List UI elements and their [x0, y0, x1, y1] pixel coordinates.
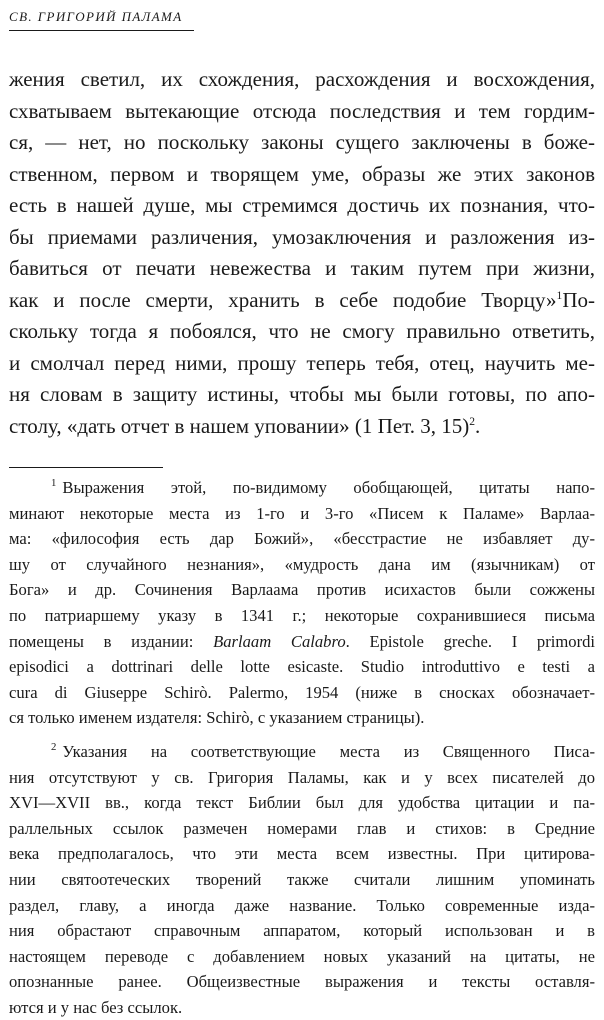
- footnote-line: episodici a dottrinari delle lotte esicaste. Studio introduttivo e testi a: [9, 657, 595, 677]
- running-head: СВ. ГРИГОРИЙ ПАЛАМА: [9, 9, 194, 31]
- footnote-line: опознанные ранее. Общеизвестные выражения и тексты оставля-: [9, 972, 595, 992]
- main-text: [9, 64, 595, 442]
- footnote-line: раздел, главу, а иногда даже название. Только современные изда-: [9, 895, 595, 915]
- text-fragment: По-: [562, 287, 595, 312]
- footnote-1: [9, 475, 595, 731]
- footnote-2: [9, 739, 595, 1020]
- footnote-number: 2: [51, 741, 57, 754]
- text-line: [9, 285, 595, 317]
- footnote-line: ма: «философия есть дар Божий», «бесстрастие не избавляет ду-: [9, 529, 595, 549]
- text-fragment: как и после смерти, хранить в себе подобие Творцу»: [9, 287, 557, 312]
- text-fragment: .: [475, 413, 481, 438]
- text-fragment: столу, «дать отчет в нашем уповании» (1 Пет. 3, 15): [9, 413, 470, 438]
- footnote-line: cura di Giuseppe Schirò. Palermo, 1954 (ниже в сносках обозначает-: [9, 682, 595, 702]
- footnote-line: раллельных ссылок размечен номерами глав и стихов: в Средние: [9, 818, 595, 838]
- footnote-line: помещены в издании: Barlaam Calabro. Epistole greche. I primordi: [9, 631, 596, 651]
- text-line: есть в нашей душе, мы стремимся достичь их познания, что-: [9, 193, 595, 217]
- text-line: скольку тогда я побоялся, что не смогу правильно ответить,: [9, 319, 595, 343]
- text-line: схватываем вытекающие отсюда последствия и тем гордим-: [9, 98, 595, 123]
- text-line: ня словам в защиту истины, чтобы мы были готовы, по апо-: [9, 382, 595, 406]
- footnote-line: настоящем переводе с добавлением новых указаний на цитаты, не: [9, 946, 595, 966]
- text-line: ся, — нет, но поскольку законы сущего заключены в боже-: [9, 130, 595, 154]
- footnote-line: ния обрастают справочным аппаратом, который использован и в: [9, 921, 595, 941]
- text-line: [9, 411, 595, 443]
- footnote-number: 1: [51, 477, 57, 490]
- footnote-line: минают некоторые места из 1-го и 3-го «Писем к Паламе» Варлаа-: [9, 503, 595, 523]
- footnote-line: ся только именем издателя: Schirò, с указанием страницы).: [9, 708, 425, 728]
- footnote-line: XVI—XVII вв., когда текст Библии был для удобства цитации и па-: [9, 793, 595, 813]
- footnote-line: века предполагалось, что эти места всем известны. При цитирова-: [9, 844, 595, 864]
- footnote-ref-2[interactable]: 2: [469, 415, 476, 428]
- footnote-line: $^1$ Выражения этой, по-видимому обобщающей, цитаты напо-: [51, 477, 595, 497]
- footnote-line: по патриаршему указу в 1341 г.; некоторые сохранившиеся письма: [9, 605, 595, 625]
- footnotes: [9, 475, 595, 1020]
- footnote-separator: [9, 467, 163, 468]
- footnote-line: шу от случайного незнания», «мудрость дана им (язычникам) от: [9, 554, 595, 574]
- footnote-ref-1[interactable]: 1: [556, 289, 563, 302]
- text-line: бы приемами различения, умозаключения и разложения из-: [9, 224, 595, 249]
- footnote-line: нии святоотеческих творений также считали лишним упоминать: [9, 869, 595, 889]
- footnote-line: ния отсутствуют у св. Григория Паламы, как и у всех писателей до: [9, 767, 595, 787]
- text-line: ственном, первом и творящем уме, образы же этих законов: [9, 161, 595, 186]
- footnote-line: $^2$ Указания на соответствующие места из Священного Писа-: [51, 741, 595, 761]
- text-line: и смолчал перед ними, прошу теперь тебя, отец, научить ме-: [9, 350, 595, 375]
- citation-author: Barlaam Calabro: [213, 631, 346, 651]
- footnote-gap: [9, 731, 595, 739]
- footnote-line: Бога» и др. Сочинения Варлаама против исихастов были сожжены: [9, 580, 595, 600]
- footnote-line: ются и у нас без ссылок.: [9, 997, 183, 1017]
- text-line: бавиться от печати невежества и таким путем при жизни,: [9, 256, 595, 280]
- text-line: жения светил, их схождения, расхождения и восхождения,: [9, 67, 595, 91]
